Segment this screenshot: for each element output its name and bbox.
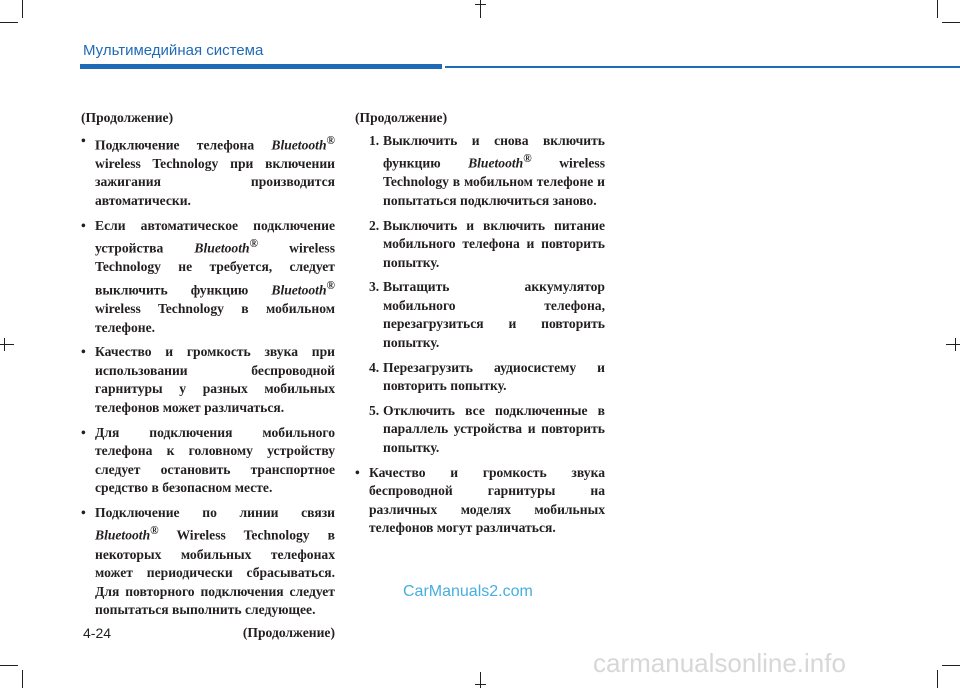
section-title: Мультимедийная система <box>83 42 264 59</box>
crop-mark <box>475 684 486 685</box>
continued-label: (Продолжение) <box>242 624 335 640</box>
crop-mark <box>946 344 960 345</box>
left-column <box>81 109 335 643</box>
brand-name: Bluetooth <box>194 240 250 256</box>
brand-name: Bluetooth <box>468 155 524 171</box>
brand-name: Bluetooth <box>95 528 151 543</box>
crop-mark <box>937 0 938 18</box>
step-number: 1. <box>369 132 380 148</box>
list-item: 1. Выключить и снова включить функцию Bluetooth® wireless Technology в мобильном телефоне и попытаться подключиться заново. <box>369 132 605 208</box>
numbered-list <box>355 132 605 458</box>
list-item: 4. Перезагрузить аудиосистему и повторить попытку. <box>369 359 605 394</box>
crop-mark <box>955 338 956 351</box>
crop-mark <box>942 665 960 666</box>
step-number: 4. <box>369 359 380 375</box>
list-item: • Качество и громкость звука беспроводной гарнитуры на различных моделях мобильных телефонов могут различаться. <box>355 464 605 538</box>
page-number: 4-24 <box>83 625 112 641</box>
crop-mark <box>22 670 23 688</box>
list-item: • Для подключения мобильного телефона к головному устройству следует остановить транспортное средство в безопасном месте. <box>81 424 335 498</box>
registered-mark: ® <box>326 134 335 147</box>
footer-watermark: carmanualsonline.info <box>593 648 846 678</box>
crop-mark <box>475 4 486 5</box>
registered-mark: ® <box>326 279 335 292</box>
brand-name: Bluetooth <box>271 282 327 298</box>
watermark-link[interactable]: CarManuals2.com <box>403 583 533 600</box>
brand-name: Bluetooth <box>271 137 327 153</box>
right-column <box>355 109 605 544</box>
step-number: 3. <box>369 279 380 295</box>
crop-mark <box>937 670 938 688</box>
header-rule-dark <box>80 64 442 69</box>
list-item: • Если автоматическое подключение устройства Bluetooth® wireless Technology не требуется, следует выключить функцию Bluetooth® wireless Technology в мобильном телефоне. <box>81 217 335 338</box>
registered-mark: ® <box>249 238 259 251</box>
crop-mark <box>4 338 5 351</box>
registered-mark: ® <box>523 153 532 166</box>
crop-mark <box>0 22 18 23</box>
header-rule-light <box>445 66 960 68</box>
list-item: 2. Выключить и включить питание мобильного телефона и повторить попытку. <box>369 217 605 270</box>
step-number: 2. <box>369 217 380 233</box>
crop-mark <box>0 344 14 345</box>
step-number: 5. <box>369 402 380 418</box>
list-item: • Качество и громкость звука при использовании беспроводной гарнитуры у разных мобильных телефонов может различаться. <box>81 343 335 417</box>
list-item: 3. Вытащить аккумулятор мобильного телефона, перезагрузиться и повторить попытку. <box>369 279 605 351</box>
bullet-list <box>355 464 605 538</box>
list-item: • Подключение телефона Bluetooth® wireless Technology при включении зажигания производится автоматически. <box>81 132 335 211</box>
crop-mark <box>942 22 960 23</box>
list-item: • Подключение по линии связи Bluetooth® Wireless Technology в некоторых мобильных телефонах может периодически сбрасываться. Для повторного подключения следует попытаться выполнить следующее. <box>81 504 335 620</box>
crop-mark <box>480 672 481 688</box>
crop-mark <box>480 0 481 18</box>
crop-mark <box>0 665 18 666</box>
crop-mark <box>22 0 23 18</box>
registered-mark: ® <box>150 525 159 538</box>
list-item: 5. Отключить все подключенные в параллель устройства и повторить попытку. <box>369 402 605 456</box>
continued-label: (Продолжение) <box>81 110 174 125</box>
bullet-list <box>81 132 335 620</box>
continued-label: (Продолжение) <box>355 110 448 125</box>
